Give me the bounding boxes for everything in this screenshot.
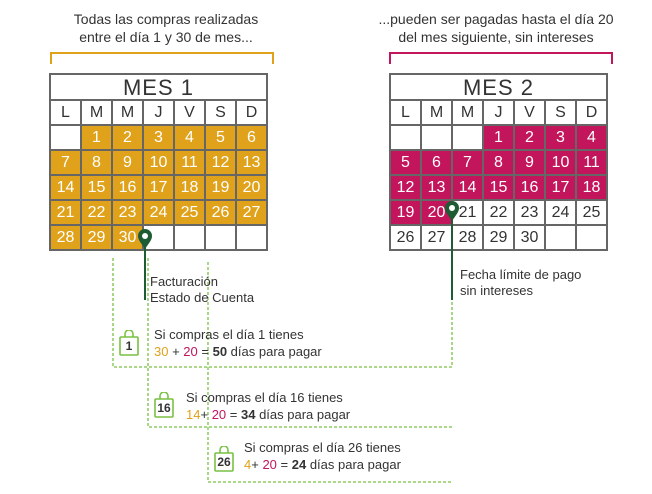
deadline-label [460, 267, 581, 299]
day-cell: 6 [422, 151, 451, 174]
day-cell: 12 [206, 151, 235, 174]
day-cell: 21 [51, 201, 80, 224]
day-cell: 22 [484, 201, 513, 224]
weekday-header: M [113, 101, 142, 124]
day-cell: 2 [113, 126, 142, 149]
example-formula [186, 406, 350, 423]
day-cell: 26 [206, 201, 235, 224]
formula-operator: = [226, 407, 241, 422]
day-cell: 24 [546, 201, 575, 224]
formula-total: 34 [240, 407, 256, 422]
day-cell: 5 [206, 126, 235, 149]
day-cell: 20 [237, 176, 266, 199]
day-cell: 16 [515, 176, 544, 199]
deadline-label-line1: Fecha límite de pago [460, 267, 582, 282]
example-text [186, 389, 350, 423]
day-cell: 28 [453, 226, 482, 249]
day-cell: 24 [144, 201, 173, 224]
weekday-header: M [453, 101, 482, 124]
formula-total: 50 [212, 344, 228, 359]
example-formula [244, 456, 401, 473]
example-formula [154, 343, 322, 360]
example-text [154, 326, 322, 360]
shopping-bag-icon [153, 392, 175, 418]
day-cell: 16 [113, 176, 142, 199]
day-cell: 13 [422, 176, 451, 199]
formula-days-month-2: 20 [211, 407, 227, 422]
day-cell: 23 [515, 201, 544, 224]
bag-day-label: 16 [157, 401, 171, 415]
day-cell: 25 [577, 201, 606, 224]
calendar-title: MES 2 [391, 75, 606, 99]
day-cell: 18 [577, 176, 606, 199]
day-cell: 19 [391, 201, 420, 224]
day-cell: 18 [175, 176, 204, 199]
example-text [244, 439, 401, 473]
day-cell: 10 [144, 151, 173, 174]
weekday-header: M [82, 101, 111, 124]
formula-operator: + [200, 407, 212, 422]
weekday-header: D [237, 101, 266, 124]
formula-tail: días para pagar [306, 457, 401, 472]
weekday-header: V [175, 101, 204, 124]
day-cell: 3 [546, 126, 575, 149]
day-cell: 15 [484, 176, 513, 199]
day-cell: 7 [51, 151, 80, 174]
day-cell: 11 [577, 151, 606, 174]
day-cell: 9 [113, 151, 142, 174]
day-cell: 20 [422, 201, 451, 224]
pin-icon [138, 229, 152, 249]
day-cell: 17 [144, 176, 173, 199]
day-cell: 8 [484, 151, 513, 174]
day-cell: 5 [391, 151, 420, 174]
day-cell: 1 [484, 126, 513, 149]
example-sentence: Si compras el día 1 tienes [154, 327, 304, 342]
weekday-header: S [206, 101, 235, 124]
caption-right-line1: ...pueden ser pagadas hasta el día 20 [378, 11, 614, 27]
day-cell: 21 [453, 201, 482, 224]
day-cell: 1 [82, 126, 111, 149]
billing-label [150, 274, 254, 306]
weekday-header: M [422, 101, 451, 124]
day-cell: 14 [453, 176, 482, 199]
day-cell: 23 [113, 201, 142, 224]
caption-left-line2: entre el día 1 y 30 de mes... [79, 29, 253, 45]
bag-day-label: 1 [125, 339, 133, 353]
example-sentence: Si compras el día 16 tienes [186, 390, 343, 405]
weekday-header: L [391, 101, 420, 124]
day-cell: 7 [453, 151, 482, 174]
example-sentence: Si compras el día 26 tienes [244, 440, 401, 455]
deadline-label-line2: sin intereses [460, 283, 533, 298]
day-cell: 8 [82, 151, 111, 174]
shopping-bag-icon [213, 446, 235, 472]
formula-days-month-2: 20 [262, 457, 277, 472]
caption-left-line1: Todas las compras realizadas [73, 11, 259, 27]
formula-operator: + [168, 344, 184, 359]
weekday-header: D [577, 101, 606, 124]
day-cell: 22 [82, 201, 111, 224]
formula-days-month-1: 4 [244, 457, 252, 472]
day-cell: 15 [82, 176, 111, 199]
weekday-header: J [144, 101, 173, 124]
day-cell: 6 [237, 126, 266, 149]
day-cell: 29 [484, 226, 513, 249]
formula-days-month-1: 30 [154, 344, 169, 359]
pin-icon [445, 201, 459, 221]
weekday-header: J [484, 101, 513, 124]
bag-day-label: 26 [217, 455, 231, 469]
day-cell: 4 [175, 126, 204, 149]
day-cell: 25 [175, 201, 204, 224]
day-cell: 29 [82, 226, 111, 249]
day-cell: 2 [515, 126, 544, 149]
billing-label-line1: Facturación [150, 274, 218, 289]
day-cell: 19 [206, 176, 235, 199]
day-cell: 4 [577, 126, 606, 149]
weekday-header: L [51, 101, 80, 124]
formula-days-month-2: 20 [183, 344, 198, 359]
day-cell: 9 [515, 151, 544, 174]
day-cell: 27 [237, 201, 266, 224]
day-cell: 3 [144, 126, 173, 149]
day-cell: 30 [113, 226, 142, 249]
formula-days-month-1: 14 [186, 407, 201, 422]
day-cell: 27 [422, 226, 451, 249]
formula-operator: = [197, 344, 213, 359]
day-cell: 28 [51, 226, 80, 249]
day-cell: 10 [546, 151, 575, 174]
day-cell: 13 [237, 151, 266, 174]
formula-operator: = [276, 457, 292, 472]
weekday-header: S [546, 101, 575, 124]
day-cell: 30 [515, 226, 544, 249]
weekday-header: V [515, 101, 544, 124]
day-cell: 26 [391, 226, 420, 249]
formula-operator: + [251, 457, 263, 472]
caption-right-line2: del mes siguiente, sin intereses [398, 29, 594, 45]
day-cell: 11 [175, 151, 204, 174]
day-cell: 14 [51, 176, 80, 199]
billing-label-line2: Estado de Cuenta [150, 290, 255, 305]
formula-tail: días para pagar [255, 407, 351, 422]
formula-total: 24 [291, 457, 307, 472]
day-cell: 17 [546, 176, 575, 199]
shopping-bag-icon [118, 330, 140, 356]
formula-tail: días para pagar [227, 344, 322, 359]
day-cell: 12 [391, 176, 420, 199]
calendar-title: MES 1 [51, 75, 266, 99]
